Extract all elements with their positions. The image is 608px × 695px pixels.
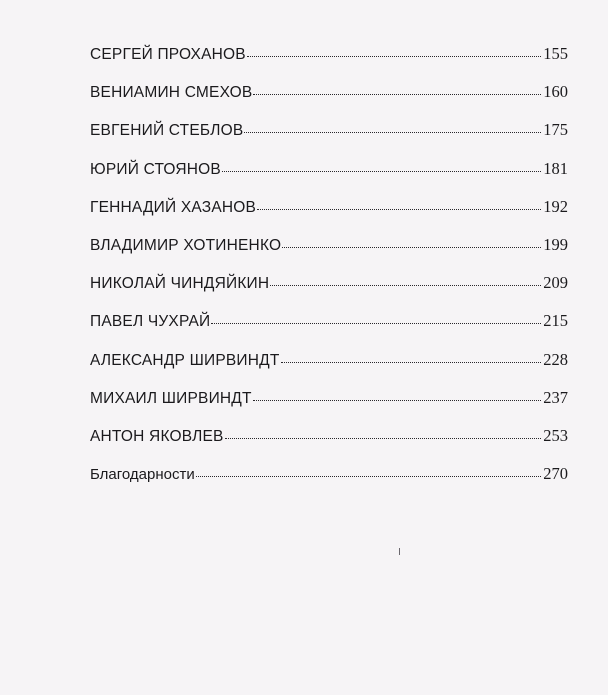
toc-entry-name: ГЕННАДИЙ ХАЗАНОВ bbox=[90, 198, 257, 216]
toc-entry-name: ЕВГЕНИЙ СТЕБЛОВ bbox=[90, 122, 244, 140]
toc-entry-page: 253 bbox=[543, 425, 568, 445]
toc-entry-page: 199 bbox=[543, 234, 568, 254]
toc-entry-acknowledgements bbox=[90, 464, 568, 502]
dot-leader bbox=[270, 285, 541, 286]
table-of-contents bbox=[90, 44, 568, 502]
toc-entry-name: НИКОЛАЙ ЧИНДЯЙКИН bbox=[90, 275, 270, 293]
toc-entry-name: АЛЕКСАНДР ШИРВИНДТ bbox=[90, 351, 280, 369]
toc-entry-prokhanov bbox=[90, 44, 568, 82]
toc-entry-page: 209 bbox=[543, 273, 568, 293]
toc-entry-page: 155 bbox=[543, 44, 568, 63]
toc-entry-name: МИХАИЛ ШИРВИНДТ bbox=[90, 389, 252, 407]
toc-entry-a-shirvindt bbox=[90, 350, 568, 388]
toc-entry-chindyaykin bbox=[90, 273, 568, 311]
toc-entry-name: СЕРГЕЙ ПРОХАНОВ bbox=[90, 46, 246, 63]
toc-entry-page: 228 bbox=[543, 349, 568, 369]
toc-entry-m-shirvindt bbox=[90, 388, 568, 426]
toc-entry-page: 270 bbox=[543, 464, 568, 484]
dot-leader bbox=[196, 476, 542, 477]
toc-entry-name: ЮРИЙ СТОЯНОВ bbox=[90, 160, 221, 178]
toc-entry-khazanov bbox=[90, 197, 568, 235]
dot-leader bbox=[281, 362, 542, 363]
dot-leader bbox=[257, 209, 541, 210]
toc-entry-chukhray bbox=[90, 311, 568, 349]
dot-leader bbox=[282, 247, 541, 248]
dot-leader bbox=[244, 132, 541, 133]
dot-leader bbox=[253, 400, 542, 401]
dot-leader bbox=[247, 56, 541, 57]
ink-mark bbox=[399, 548, 400, 555]
toc-entry-name: ВЕНИАМИН СМЕХОВ bbox=[90, 84, 253, 102]
dot-leader bbox=[211, 323, 541, 324]
toc-entry-page: 181 bbox=[543, 158, 568, 178]
toc-entry-yakovlev bbox=[90, 426, 568, 464]
toc-entry-page: 175 bbox=[543, 120, 568, 140]
toc-entry-page: 237 bbox=[543, 387, 568, 407]
toc-entry-name: Благодарности bbox=[90, 466, 195, 484]
toc-entry-name: ВЛАДИМИР ХОТИНЕНКО bbox=[90, 236, 282, 254]
toc-entry-khotinenko bbox=[90, 235, 568, 273]
toc-entry-page: 215 bbox=[543, 311, 568, 331]
dot-leader bbox=[222, 171, 541, 172]
toc-entry-page: 192 bbox=[543, 196, 568, 216]
toc-entry-page: 160 bbox=[543, 82, 568, 102]
dot-leader bbox=[225, 438, 542, 439]
toc-entry-name: АНТОН ЯКОВЛЕВ bbox=[90, 427, 224, 445]
toc-entry-name: ПАВЕЛ ЧУХРАЙ bbox=[90, 313, 211, 331]
toc-entry-stoyanov bbox=[90, 159, 568, 197]
toc-entry-steblov bbox=[90, 120, 568, 158]
toc-entry-smekhov bbox=[90, 82, 568, 120]
dot-leader bbox=[253, 94, 541, 95]
